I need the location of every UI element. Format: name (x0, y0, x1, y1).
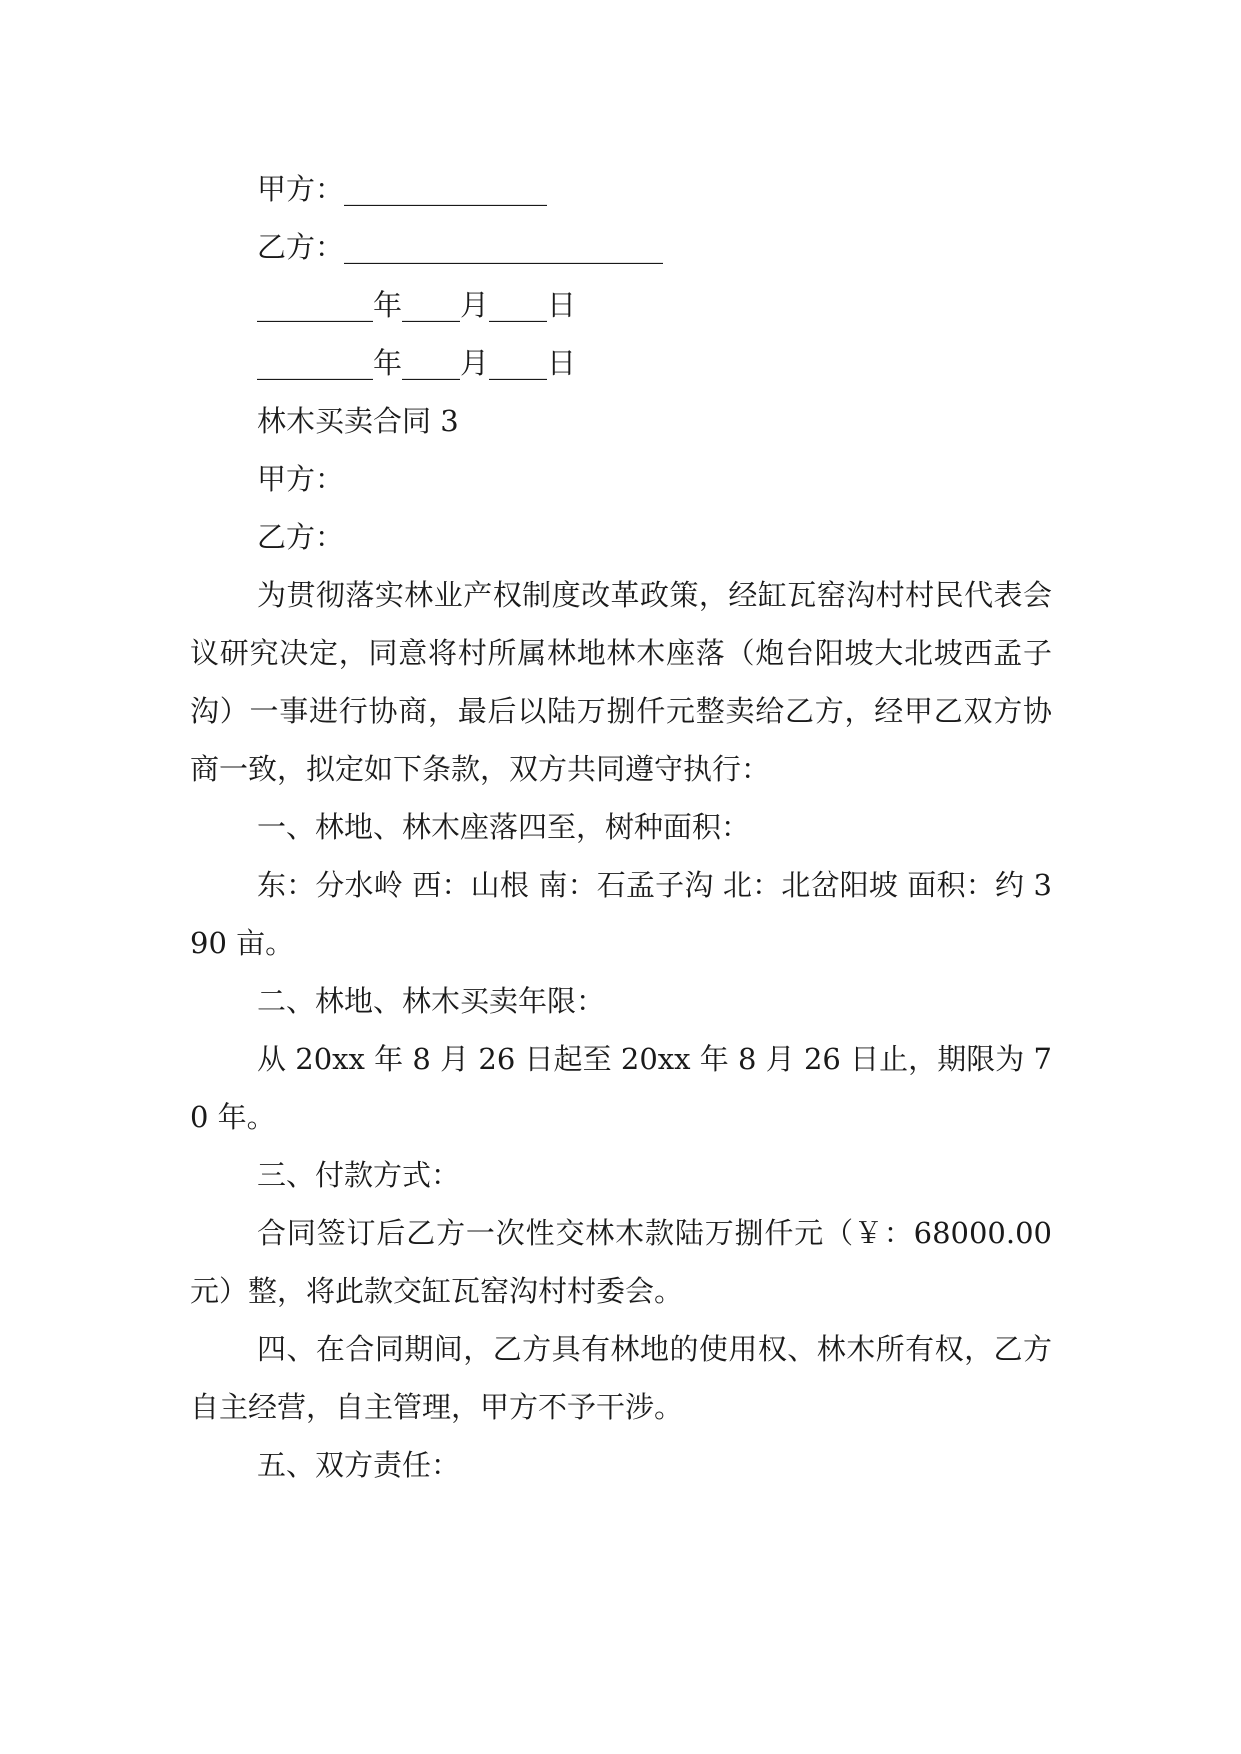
clause-1-heading: 一、林地、林木座落四至，树种面积： (257, 810, 751, 844)
signature-party-b: 乙方：______________________ (257, 230, 664, 264)
clause-3-body: 合同签订后乙方一次性交林木款陆万捌仟元（￥：68000.00 元）整，将此款交缸瓦窑沟村村委会。 (190, 1216, 1052, 1308)
clause-3-heading: 三、付款方式： (257, 1158, 461, 1192)
signature-date-1: ________年____月____日 (257, 288, 577, 322)
clause-4-body: 四、在合同期间，乙方具有林地的使用权、林木所有权，乙方自主经营，自主管理，甲方不予干涉。 (190, 1332, 1052, 1424)
contract-party-a: 甲方： (257, 462, 345, 496)
contract-title: 林木买卖合同 3 (257, 404, 459, 438)
clause-2-body: 从 20xx 年 8 月 26 日起至 20xx 年 8 月 26 日止，期限为 70 年。 (190, 1042, 1052, 1134)
signature-date-2: ________年____月____日 (257, 346, 577, 380)
signature-party-a: 甲方：______________ (257, 172, 548, 206)
document-body (190, 160, 1052, 1494)
clause-5-heading: 五、双方责任： (257, 1448, 461, 1482)
clause-1-body: 东：分水岭 西：山根 南：石孟子沟 北：北岔阳坡 面积：约 390 亩。 (190, 868, 1052, 960)
contract-intro: 为贯彻落实林业产权制度改革政策，经缸瓦窑沟村村民代表会议研究决定，同意将村所属林地林木座落（炮台阳坡大北坡西孟子沟）一事进行协商，最后以陆万捌仟元整卖给乙方，经甲乙双方协商一致，拟定如下条款，双方共同遵守执行： (190, 578, 1052, 786)
clause-2-heading: 二、林地、林木买卖年限： (257, 984, 606, 1018)
contract-party-b: 乙方： (257, 520, 345, 554)
